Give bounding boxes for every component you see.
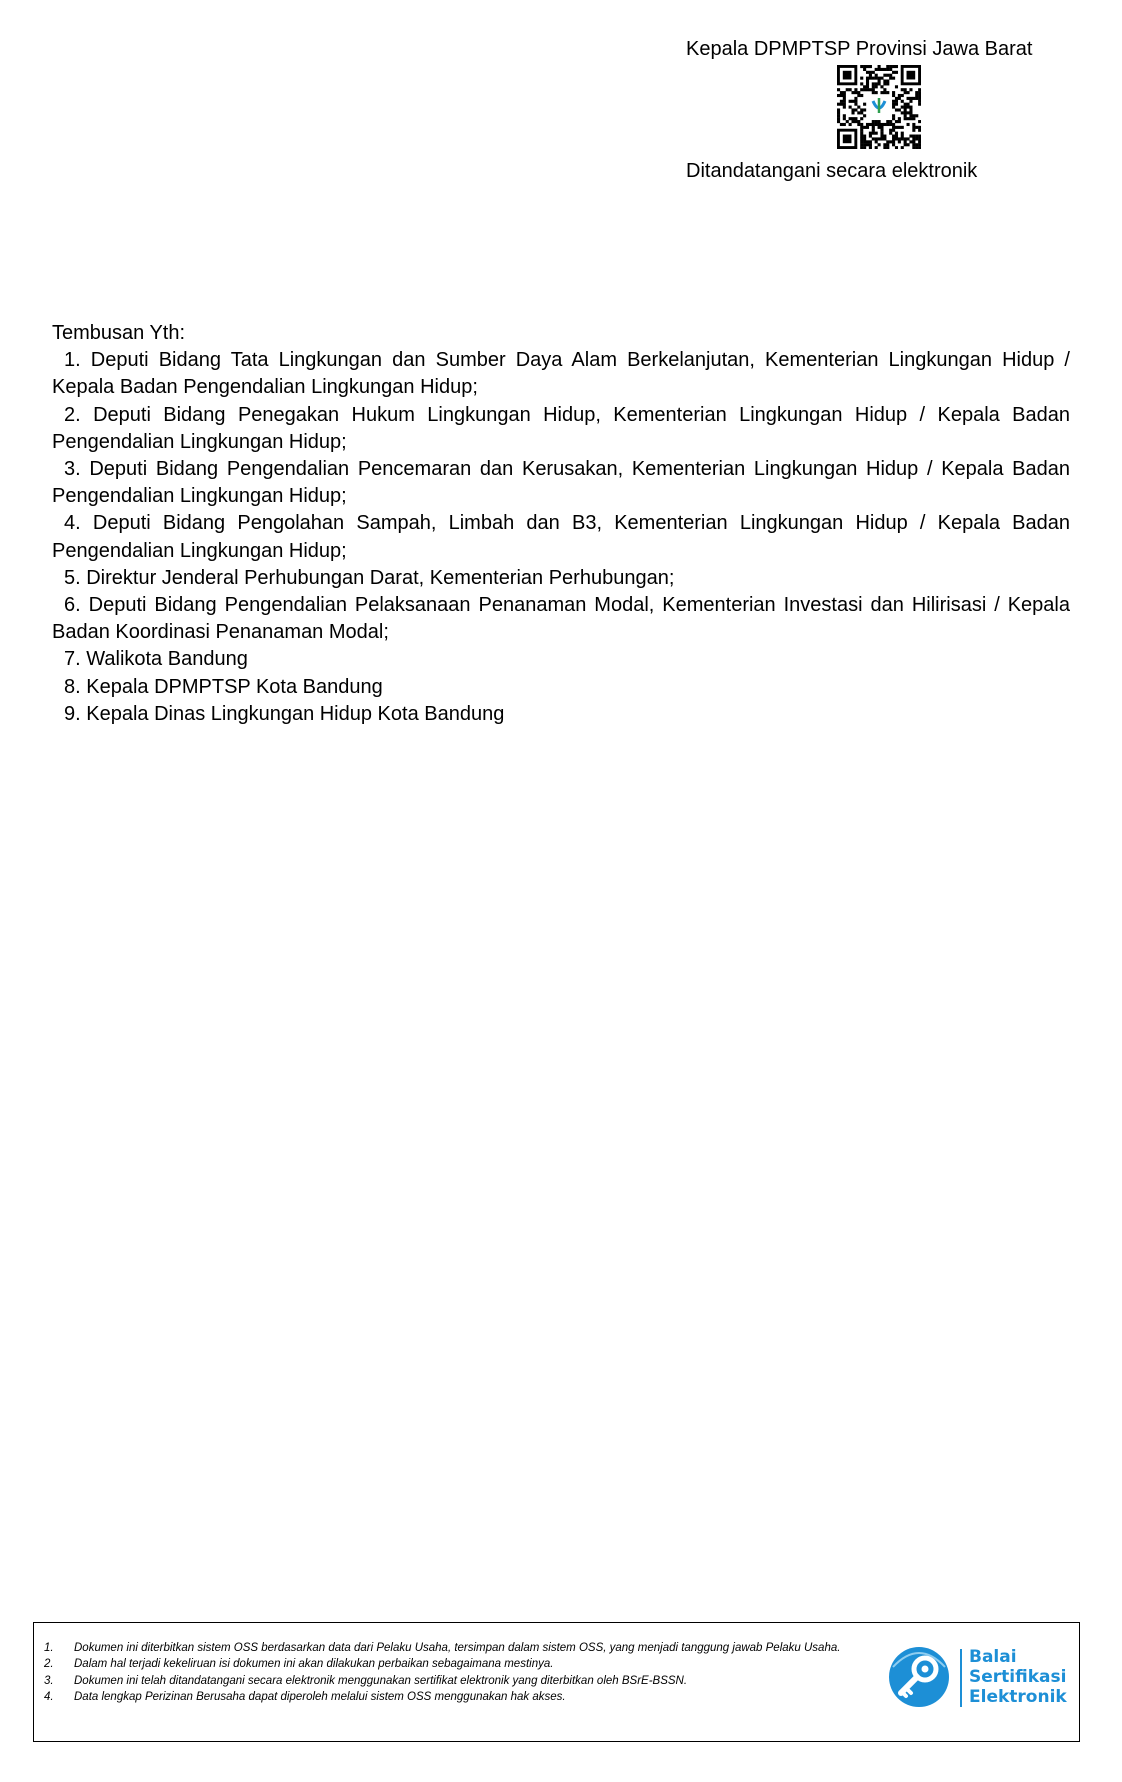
copies-item: 4. Deputi Bidang Pengolahan Sampah, Limbah dan B3, Kementerian Lingkungan Hidup / Kepala Badan Pengendalian Lingkungan Hidup;	[52, 512, 1070, 562]
note-number: 1.	[44, 1642, 54, 1654]
bsre-logo	[887, 1641, 1072, 1711]
note-text: Dokumen ini telah ditandatangani secara elektronik menggunakan sertifikat elektronik yang diterbitkan oleh BSrE-BSSN.	[74, 1674, 688, 1687]
note-number: 4.	[44, 1691, 54, 1704]
signature-block	[686, 36, 1086, 182]
footer-disclaimer-box	[33, 1622, 1080, 1742]
logo-text	[969, 1647, 1067, 1707]
logo-text-line: Sertifikasi	[969, 1667, 1067, 1687]
copies-item: 9. Kepala Dinas Lingkungan Hidup Kota Bandung	[64, 702, 505, 725]
disclaimer-note	[44, 1640, 904, 1656]
copies-item: 1. Deputi Bidang Tata Lingkungan dan Sumber Daya Alam Berkelanjutan, Kementerian Lingkungan Hidup / Kepala Badan Pengendalian Lingkungan Hidup;	[52, 349, 1070, 399]
note-text: Dalam hal terjadi kekeliruan isi dokumen ini akan dilakukan perbaikan sebagaimana mestinya.	[74, 1658, 554, 1671]
disclaimer-note	[44, 1689, 904, 1705]
copies-item: 7. Walikota Bandung	[64, 648, 248, 671]
disclaimer-notes	[44, 1640, 904, 1706]
copies-item: 6. Deputi Bidang Pengendalian Pelaksanaan Penanaman Modal, Kementerian Investasi dan Hilirisasi / Kepala Badan Koordinasi Penanaman Modal;	[52, 594, 1070, 644]
note-number: 3.	[44, 1674, 54, 1687]
disclaimer-note	[44, 1656, 904, 1672]
logo-text-line: Elektronik	[969, 1687, 1067, 1707]
electronic-signature-note: Ditandatangani secara elektronik	[686, 160, 978, 182]
note-text: Dokumen ini diterbitkan sistem OSS berdasarkan data dari Pelaku Usaha, tersimpan dalam sistem OSS, yang menjadi tanggung jawab Pelaku Usaha.	[74, 1642, 841, 1654]
copies-item: 2. Deputi Bidang Penegakan Hukum Lingkungan Hidup, Kementerian Lingkungan Hidup / Kepala Badan Pengendalian Lingkungan Hidup;	[52, 403, 1070, 453]
note-text: Data lengkap Perizinan Berusaha dapat diperoleh melalui sistem OSS menggunakan hak akses.	[74, 1691, 566, 1704]
disclaimer-note	[44, 1673, 904, 1689]
copies-item: 5. Direktur Jenderal Perhubungan Darat, Kementerian Perhubungan;	[64, 566, 675, 589]
copies-item: 8. Kepala DPMPTSP Kota Bandung	[64, 675, 383, 698]
qr-code-icon	[837, 65, 921, 149]
copies-heading: Tembusan Yth:	[52, 322, 186, 344]
copies-section	[52, 320, 1070, 728]
logo-text-line: Balai	[969, 1647, 1017, 1667]
copies-item: 3. Deputi Bidang Pengendalian Pencemaran dan Kerusakan, Kementerian Lingkungan Hidup / Kepala Badan Pengendalian Lingkungan Hidup;	[52, 458, 1070, 508]
note-number: 2.	[44, 1658, 54, 1671]
bsre-key-emblem-icon	[887, 1645, 951, 1709]
logo-divider	[960, 1649, 962, 1707]
signatory-title: Kepala DPMPTSP Provinsi Jawa Barat	[686, 38, 1033, 60]
